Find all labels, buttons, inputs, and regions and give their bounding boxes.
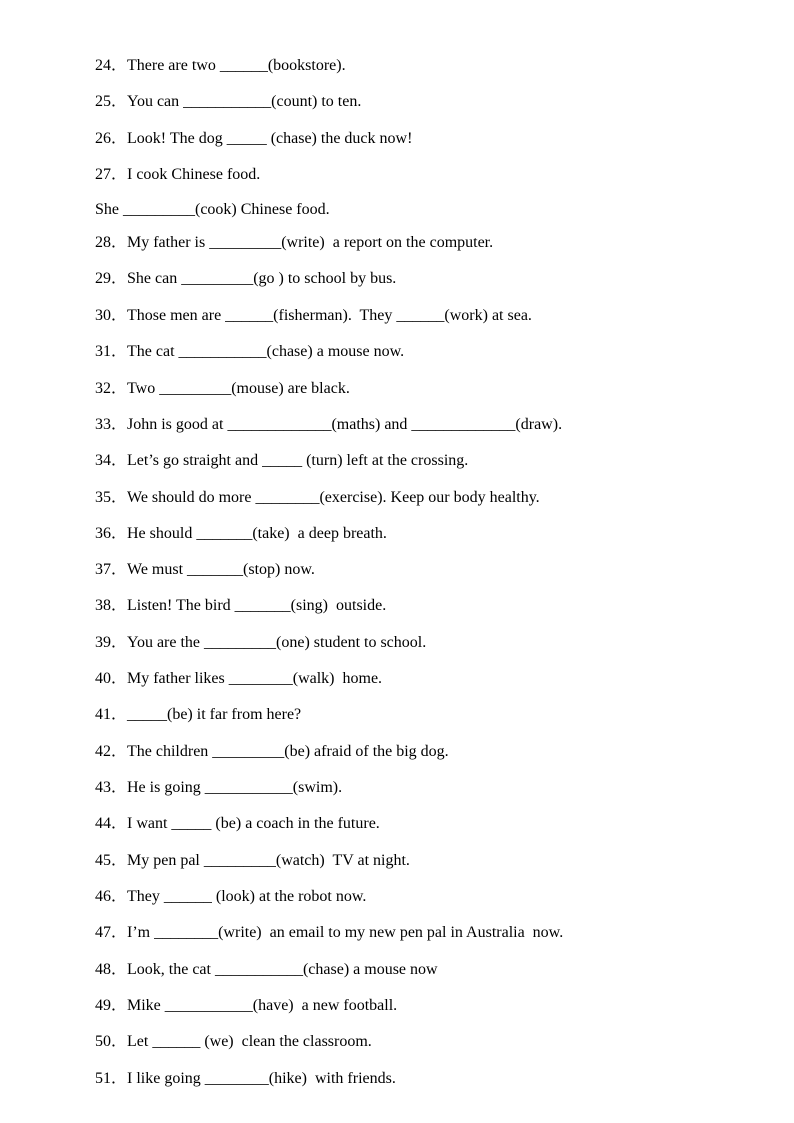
exercise-46: 46．They ______ (look) at the robot now.: [95, 888, 367, 905]
exercise-31: 31．The cat ___________(chase) a mouse now.: [95, 343, 405, 360]
exercise-34: 34．Let’s go straight and _____ (turn) left at the crossing.: [95, 452, 469, 469]
exercise-32: 32．Two _________(mouse) are black.: [95, 380, 350, 397]
exercise-39: 39．You are the _________(one) student to school.: [95, 634, 427, 651]
exercise-24: 24．There are two ______(bookstore).: [95, 57, 346, 74]
exercise-47: 47．I’m ________(write) an email to my new pen pal in Australia now.: [95, 924, 564, 941]
exercise-33: 33．John is good at _____________(maths) and _____________(draw).: [95, 416, 563, 433]
exercise-49: 49．Mike ___________(have) a new football.: [95, 997, 398, 1014]
exercise-26: 26．Look! The dog _____ (chase) the duck now!: [95, 130, 413, 147]
exercise-40: 40．My father likes ________(walk) home.: [95, 670, 383, 687]
exercise-27: 27．I cook Chinese food.: [95, 166, 261, 183]
exercise-25: 25．You can ___________(count) to ten.: [95, 93, 362, 110]
exercise-51: 51．I like going ________(hike) with friends.: [95, 1070, 396, 1087]
exercise-30: 30．Those men are ______(fisherman). They ______(work) at sea.: [95, 307, 532, 324]
exercise-41: 41．_____(be) it far from here?: [95, 706, 302, 723]
exercise-50: 50．Let ______ (we) clean the classroom.: [95, 1033, 372, 1050]
exercise-48: 48．Look, the cat ___________(chase) a mouse now: [95, 961, 438, 978]
exercise-36: 36．He should _______(take) a deep breath.: [95, 525, 387, 542]
exercise-44: 44．I want _____ (be) a coach in the future.: [95, 815, 380, 832]
exercise-29: 29．She can _________(go ) to school by bus.: [95, 270, 397, 287]
exercise-27-continuation: She _________(cook) Chinese food.: [95, 201, 330, 218]
exercise-38: 38．Listen! The bird _______(sing) outside.: [95, 597, 387, 614]
exercise-42: 42．The children _________(be) afraid of the big dog.: [95, 743, 449, 760]
exercise-37: 37．We must _______(stop) now.: [95, 561, 315, 578]
exercise-45: 45．My pen pal _________(watch) TV at night.: [95, 852, 410, 869]
exercise-28: 28．My father is _________(write) a report on the computer.: [95, 234, 494, 251]
exercise-43: 43．He is going ___________(swim).: [95, 779, 343, 796]
exercise-35: 35．We should do more ________(exercise). Keep our body healthy.: [95, 489, 540, 506]
